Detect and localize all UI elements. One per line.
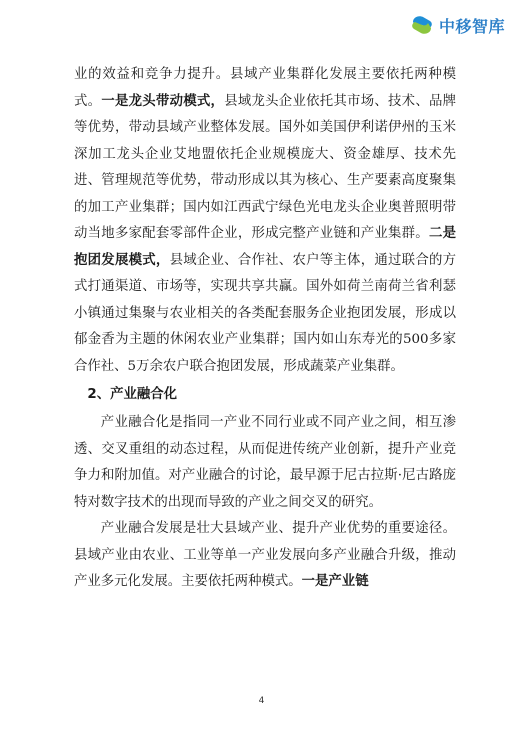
- paragraph-text: 县域企业、合作社、农户等主体，通过联合的方式打通渠道、市场等，实现共享共赢。国外如荷兰南荷兰省利瑟小镇通过集聚与农业相关的各类配套服务企业抱团发展，形成以郁金香为主题的休闲农业产业集群；国内如山东寿光的500多家合作社、5万余农户联合抱团发展，形成蔬菜产业集群。: [74, 252, 457, 374]
- document-body: [74, 62, 456, 596]
- bold-mode-two: 二是抱团发展模式，: [74, 226, 457, 268]
- china-mobile-logo-icon: [410, 13, 434, 37]
- paragraph-text: 县域龙头企业依托其市场、技术、品牌等优势，带动县域产业整体发展。国外如美国伊利诺伊州的玉米深加工龙头企业艾地盟依托企业规模庞大、资金雄厚、技术先进、管理规范等优势，带动形成以其为核心、生产要素高度聚集的加工产业集群；国内如江西武宁绿色光电龙头企业奥普照明带动当地多家配套零部件企业，形成完整产业链和产业集群。: [74, 93, 457, 241]
- section-heading: 2、产业融合化: [87, 387, 178, 402]
- paragraph-industry-integration-development: [74, 516, 456, 596]
- paragraph-text: 业的效益和竞争力提升。县域产业集群化发展主要依托两种模式。: [74, 67, 456, 109]
- bold-industry-chain: 一是产业链: [301, 574, 369, 589]
- paragraph-industry-cluster: [74, 62, 456, 380]
- paragraph-industry-integration-definition: 产业融合化是指同一产业不同行业或不同产业之间，相互渗透、交叉重组的动态过程，从而促进传统产业创新，提升产业竞争力和附加值。对产业融合的讨论，最早源于尼古拉斯·尼古路庞特对数字技术的出现而导致的产业之间交叉的研究。: [74, 415, 456, 510]
- bold-mode-one: 一是龙头带动模式，: [101, 93, 225, 109]
- brand-logo: [410, 13, 505, 37]
- page-number: 4: [258, 696, 265, 706]
- paragraph-text: 产业融合发展是壮大县域产业、提升产业优势的重要途径。县域产业由农业、工业等单一产业发展向多产业融合升级，推动产业多元化发展。主要依托两种模式。: [74, 521, 456, 589]
- brand-name: 中移智库: [438, 16, 505, 36]
